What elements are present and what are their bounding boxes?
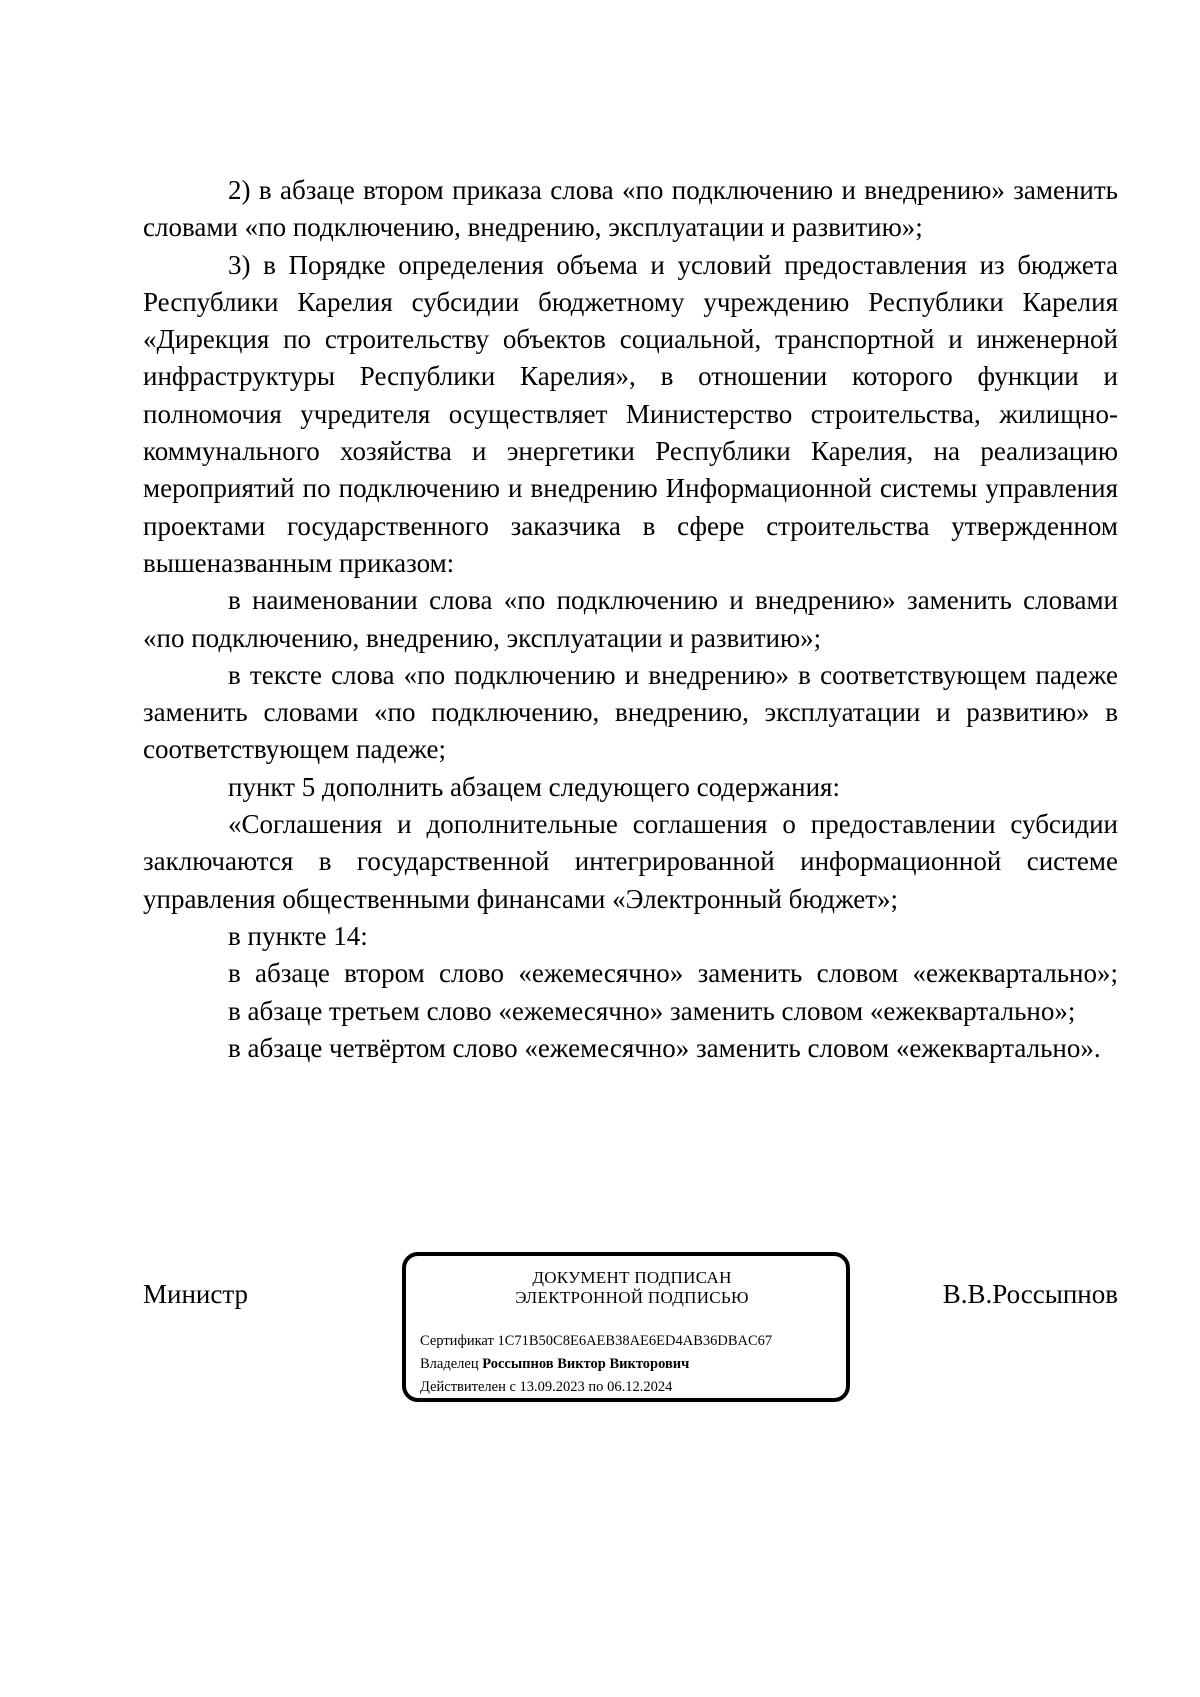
paragraph-agreements: «Соглашения и дополнительные соглашения о предоставлении субсидии заключаются в государственной интегрированной информационной системе управления общественными финансами «Электронный бюджет»; bbox=[143, 809, 1118, 914]
stamp-valid-to-label: по bbox=[588, 1379, 604, 1395]
stamp-owner-value: Россыпнов Виктор Викторович bbox=[482, 1356, 690, 1372]
stamp-valid-to: 06.12.2024 bbox=[607, 1379, 673, 1395]
paragraph-point-5: пункт 5 дополнить абзацем следующего содержания: bbox=[228, 771, 840, 802]
stamp-valid-label: Действителен с bbox=[420, 1379, 516, 1395]
stamp-details bbox=[420, 1330, 832, 1399]
document-body bbox=[143, 172, 1118, 1067]
stamp-header bbox=[432, 1268, 832, 1308]
electronic-signature-stamp bbox=[402, 1252, 850, 1402]
stamp-certificate-value: 1C71B50C8E6AEB38AE6ED4AB36DBAC67 bbox=[497, 1333, 773, 1349]
stamp-header-line-2: ЭЛЕКТРОННОЙ ПОДПИСЬЮ bbox=[515, 1288, 749, 1307]
paragraph-point-14: в пункте 14: bbox=[228, 920, 368, 951]
signer-name: В.В.Россыпнов bbox=[942, 1279, 1118, 1309]
stamp-owner-label: Владелец bbox=[420, 1356, 479, 1372]
stamp-owner-line bbox=[420, 1353, 832, 1376]
stamp-header-line-1: ДОКУМЕНТ ПОДПИСАН bbox=[532, 1268, 732, 1287]
signer-position: Министр bbox=[143, 1279, 248, 1309]
paragraph-fourth-abzac: в абзаце четвёртом слово «ежемесячно» заменить словом «ежеквартально». bbox=[228, 1032, 1101, 1063]
paragraph-title-change: в наименовании слова «по подключению и внедрению» заменить словами «по подключению, внедрению, эксплуатации и развитию»; bbox=[143, 585, 1118, 653]
paragraph-item-2: 2) в абзаце втором приказа слова «по подключению и внедрению» заменить словами «по подключению, внедрению, эксплуатации и развитию»; bbox=[143, 175, 1118, 243]
stamp-validity-line bbox=[420, 1376, 832, 1399]
paragraph-second-abzac: в абзаце втором слово «ежемесячно» заменить словом «ежеквартально»; bbox=[228, 958, 1118, 989]
paragraph-item-3: 3) в Порядке определения объема и условий предоставления из бюджета Республики Карелия субсидии бюджетному учреждению Республики Карелия «Дирекция по строительству объектов социальной, транспортной и инженерной инфраструктуры Республики Карелия», в отношении которого функции и полномочия учредителя осуществляет Министерство строительства, жилищно-коммунального хозяйства и энергетики Республики Карелия, на реализацию мероприятий по подключению и внедрению Информационной системы управления проектами государственного заказчика в сфере строительства утвержденном вышеназванным приказом: bbox=[143, 249, 1118, 578]
paragraph-third-abzac: в абзаце третьем слово «ежемесячно» заменить словом «ежеквартально»; bbox=[228, 995, 1076, 1026]
signature-block bbox=[143, 1252, 1118, 1412]
paragraph-text-change: в тексте слова «по подключению и внедрению» в соответствующем падеже заменить словами «по подключению, внедрению, эксплуатации и развитию» в соответствующем падеже; bbox=[143, 659, 1118, 765]
stamp-certificate-line bbox=[420, 1330, 832, 1353]
stamp-valid-from: 13.09.2023 bbox=[519, 1379, 585, 1395]
stamp-certificate-label: Сертификат bbox=[420, 1333, 494, 1349]
